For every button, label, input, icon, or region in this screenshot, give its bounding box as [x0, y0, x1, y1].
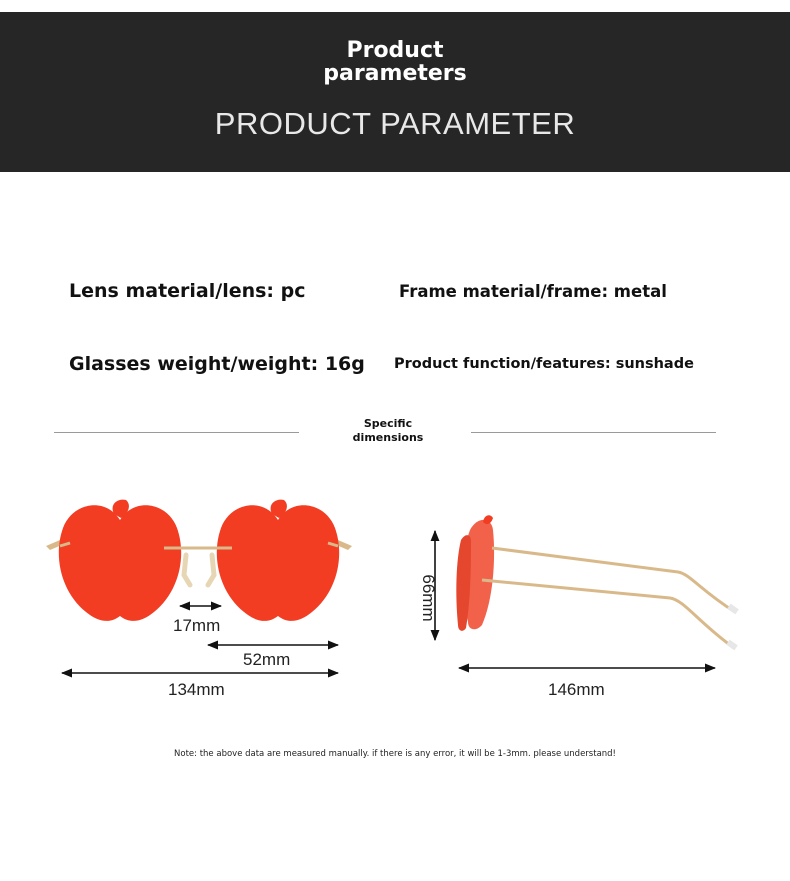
- param-function: Product function/features: sunshade: [394, 356, 694, 372]
- param-lens-material: Lens material/lens: pc: [69, 280, 306, 302]
- measure-lens-height: 66mm: [419, 574, 438, 622]
- temple-end-lower: [726, 640, 738, 651]
- glasses-front-view: [46, 500, 352, 621]
- dimensions-label: Specific dimensions: [352, 417, 424, 444]
- measure-bridge: 17mm: [173, 616, 221, 635]
- measurement-note: Note: the above data are measured manually. if there is any error, it will be 1-3mm. please understand!: [174, 749, 616, 759]
- side-lens-leaf: [483, 515, 493, 524]
- param-weight: Glasses weight/weight: 16g: [69, 353, 365, 375]
- lower-temple: [482, 580, 734, 648]
- temple-end-upper: [727, 604, 739, 615]
- nose-pad-left: [184, 555, 190, 585]
- measure-lens-width: 52mm: [243, 650, 291, 669]
- right-lens: [217, 505, 339, 621]
- header-title: Product parameters: [323, 38, 467, 86]
- glasses-side-view: [456, 515, 739, 650]
- upper-temple: [492, 548, 735, 612]
- measure-temple-length: 146mm: [548, 680, 605, 699]
- left-lens: [59, 505, 181, 621]
- nose-pad-right: [208, 555, 214, 585]
- measure-frame-width: 134mm: [168, 680, 225, 699]
- header-subtitle: PRODUCT PARAMETER: [214, 106, 576, 141]
- param-frame-material: Frame material/frame: metal: [399, 282, 667, 301]
